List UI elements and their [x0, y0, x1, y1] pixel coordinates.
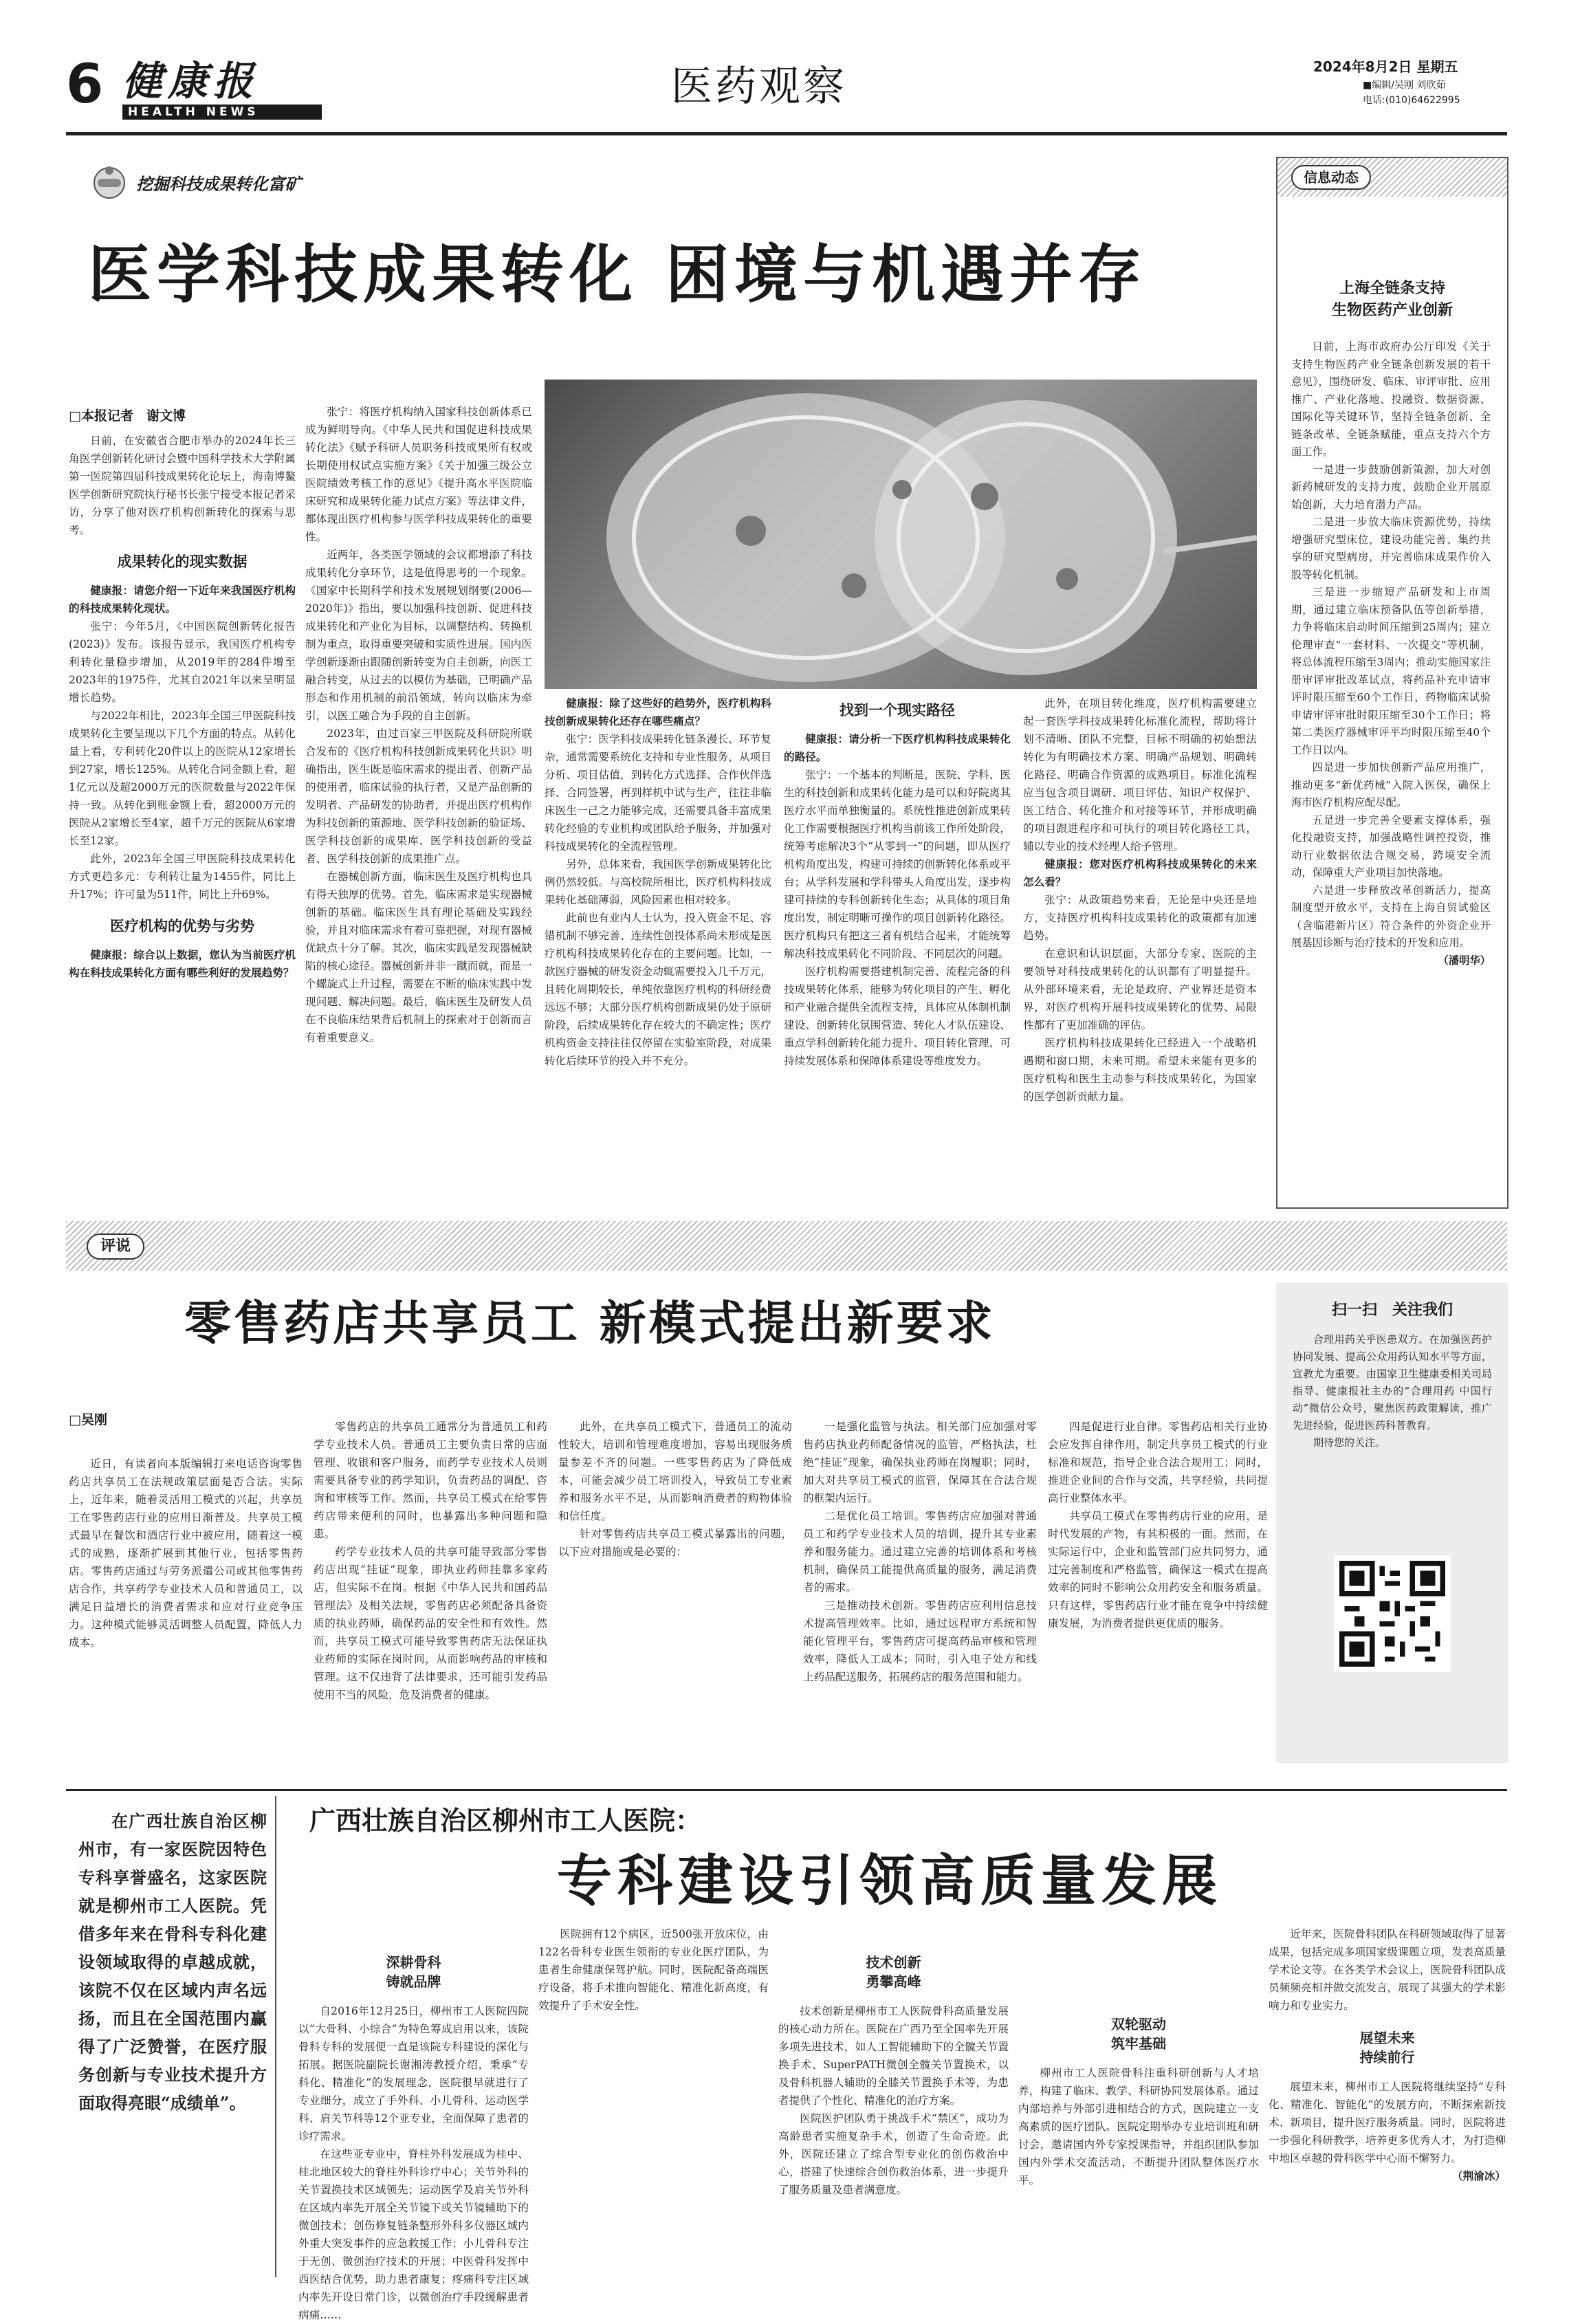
qr-code-icon[interactable]	[1334, 1555, 1451, 1672]
feature-h4: 展望未来，柳州市工人医院将继续坚持“专科化、精准化、智能化”的发展方向，不断探索新技术、新项目，提升医疗服务质量。同时，医院将进一步强化科研教学，培养更多优秀人才，为打造柳中地区卓越的骨科医学中心而不懈努力。	[1269, 2081, 1506, 2164]
feature-intro-box	[66, 1796, 276, 2277]
article1-col3	[545, 694, 771, 1147]
commentary-p5: 针对零售药店共享员工模式暴露出的问题，以下应对措施或是必要的：	[558, 1528, 792, 1558]
scan-paragraph: 合理用药关乎医患双方。在加强医药护协同发展、提高公众用药认知水平等方面，宣教尤为重要。由国家卫生健康委相关司局指导、健康报社主办的“合理用药 中国行动”微信公众号，聚焦医药政策解读，推广先进经验，促进医药科普教育。	[1293, 1333, 1492, 1432]
column-tag-text: 挖掘科技成果转化富矿	[136, 175, 301, 194]
sidebar-p4: 三是进一步缩短产品研发和上市周期，通过建立临床预备队伍等创新举措，力争将临床启动时间压缩到25周内；建立伦理审查“一套材料、一次提交”等机制，将总体流程压缩至3周内；推动实施国家注册审评审批改革试点，将药品补充申请审评时限压缩至60个工作日，药物临床试验申请审评审批时限压缩至30个工作日；将第二类医疗器械审评平均时限压缩至40个工作日以内。	[1291, 586, 1491, 756]
answer-4: 张宁：一个基本的判断是，医院、学科、医生的科技创新和成果转化能力是可以和好院离其医疗水平而单独衡量的。系统性推进创新成果转化工作需要根据医疗机构当前该工作所处阶段，统筹考虑解决3个“从零到一”的问题，即从医疗机构角度出发，构建可持续的创新转化体系或平台；从学科发展和学科带头人角度出发，逐步构建可持续的专科创新转化生态；从具体的项目角度出发，制定明晰可操作的项目创新转化路径。医疗机构只有把这三者有机结合起来，才能统筹解决科技成果转化不同阶段、不同层次的问题。	[784, 769, 1011, 960]
feature-h3: 柳州市工人医院骨科注重科研创新与人才培养，构建了临床、教学、科研协同发展体系。通过内部培养与外部引进相结合的方式，医院建立一支高素质的医疗团队。医院定期举办专业培训班和研讨会，邀请国内外专家授课指导，并组织团队参加国内外学术交流活动，不断提升团队整体医疗水平。	[1018, 2067, 1259, 2186]
phone: 电话:(010)64622995	[1363, 95, 1460, 106]
sidebar-p1: 日前，上海市政府办公厅印发《关于支持生物医药产业全链条创新发展的若干意见》，围绕研发、临床、审评审批、应用推广、产业化落地、投融资、数据资源、国际化等关键环节，坚持全链条创新、全链条改革、全链条赋能，重点支持六个方面工作。	[1291, 340, 1491, 458]
feature-h1c: 医院拥有12个病区，近500张开放床位，由122名骨科专业医生领衔的专业化医疗团队，为患者生命健康保驾护航。同时，医院配备高端医疗设备，将手术推向智能化、精准化新高度，有效提升了手术安全性。	[538, 1928, 769, 2012]
feature-sub2: 技术创新 勇攀高峰	[866, 1954, 921, 1990]
answer-4b: 医疗机构需要搭建机制完善、流程完备的科技成果转化体系，能够为转化项目的产生、孵化和产业融合提供全流程支持，具体应从体制机制建设、创新转化氛围营造、转化人才队伍建设、重点学科创新转化能力提升、项目转化管理、可持续发展体系和保障体系建设等维度发力。	[784, 965, 1011, 1067]
article1-col1	[69, 432, 296, 1147]
feature-col4	[1018, 2015, 1259, 2283]
answer-2c: 2023年，由过百家三甲医院及科研院所联合发布的《医疗机构科技创新成果转化共识》明确指出，医生既是临床需求的提出者、创新产品的使用者，临床试验的执行者，又是产品创新的发明者、产品研发的协助者，并提出医疗机构作为科技创新的策源地、医学科技创新的验证场、医学科技创新的成果库、医学科技创新的受益者、医学科技创新的成果推广点。	[305, 727, 532, 865]
answer-1: 张宁：今年5月，《中国医院创新转化报告(2023)》发布。该报告显示，我国医疗机构专利转化量稳步增加，从2019年的284件增至2023年的1975件，尤其自2021年以来呈明显增长趋势。	[69, 620, 296, 704]
scan-text	[1293, 1331, 1492, 1537]
commentary-col3	[558, 1418, 792, 1763]
commentary-p1: 近日，有读者向本版编辑打来电话咨询零售药店共享员工在法规政策层面是否合法。实际上，近年来，随着灵活用工模式的兴起，共享员工在零售药店行业的应用日渐普及。共享员工模式最早在餐饮和酒店行业中被应用，随着这一模式的成熟，逐渐扩展到其他行业，包括零售药店。零售药店通过与劳务派遣公司或其他零售药店合作，共享药学专业技术人员和普通员工，以满足日益增长的消费者需求和应对行业竞争压力。这种模式能够灵活调整人员配置，降低人力成本。	[69, 1458, 303, 1649]
commentary-col1	[69, 1455, 303, 1763]
commentary-col4	[803, 1418, 1037, 1763]
answer-1c: 此外，2023年全国三甲医院科技成果转化方式更趋多元：专利转让量为1455件，同比上升17%；许可量为511件，同比上升69%。	[69, 853, 296, 901]
article1-col5	[1023, 694, 1257, 1147]
feature-h1: 自2016年12月25日，柳州市工人医院四院以“大骨科、小综合”为特色筹成启用以来，该院骨科专科的发展便一直是该院专科建设的深化与拓展。据医院副院长谢湘涛教授介绍，秉承“专科化、精准化”的发展理念，医院很早就进行了专业细分，成立了手外科、小儿骨科、运动医学科、肩关节科等12个亚专业，全面保障了患者的诊疗需求。	[298, 2005, 529, 2142]
header-rule	[66, 132, 1507, 135]
feature-col1	[298, 1953, 529, 2321]
cell-image	[545, 380, 1257, 689]
answer-3: 张宁：医学科技成果转化链条漫长、环节复杂，通常需要系统化支持和专业性服务，从项目分析、项目估值，到转化方式选择、合作伙伴选择、合同签署，再到样机中试与生产，往往非临床医生一己之力能够完成，还需要具备丰富成果转化经验的专业机构或团队给予服务，并加强对科技成果转化的全流程管理。	[545, 733, 771, 853]
question-5: 健康报：您对医疗机构科技成果转化的未来怎么看？	[1023, 857, 1257, 888]
commentary-band	[66, 1221, 1507, 1271]
sidebar-title: 信息动态	[1291, 165, 1371, 190]
feature-rule	[66, 1789, 1507, 1791]
commentary-col2	[314, 1418, 547, 1763]
answer-3c: 此前也有业内人士认为，投入资金不足、容错机制不够完善、连续性创投体系尚未形成是医疗机构科技成果转化存在的主要问题。比如，一款医疗器械的研发资金动辄需要投入几千万元，且转化周期较长，单纯依靠医疗机构的科研经费远远不够；大部分医疗机构创新成果仍处于原研阶段，后续成果转化存在较大的不确定性；医疗机构资金支持往往仅停留在实验室阶段，对成果转化后续环节的投入并不充分。	[545, 912, 771, 1067]
sidebar-p3: 二是进一步放大临床资源优势，持续增强研究型床位，建设功能完善、集约共享的研究型病房，并完善临床成果作价入股等转化机制。	[1291, 516, 1491, 581]
sidebar-p6: 五是进一步完善全要素支撑体系，强化投融资支持，加强战略性调控投资，推动行业数据依法合规交易，跨境安全流动，保障重大产业项目加快落地。	[1291, 813, 1491, 879]
scan-welcome: 期待您的关注。	[1313, 1436, 1386, 1449]
feature-sub1: 深耕骨科 铸就品牌	[386, 1954, 441, 1990]
article-photo	[545, 380, 1257, 689]
answer-5b: 在意识和认识层面，大部分专家、医院的主要领导对科技成果转化的认识都有了明显提升。从外部环境来看，无论是政府、产业界还是资本界，对医疗机构开展科技成果转化的优势、局限性都有了更加准确的评估。	[1023, 947, 1257, 1031]
masthead	[66, 56, 1507, 125]
question-3: 健康报：除了这些好的趋势外，医疗机构科技创新成果转化还存在哪些痛点？	[545, 697, 771, 727]
answer-2: 张宁：将医疗机构纳入国家科技创新体系已成为鲜明导向。《中华人民共和国促进科技成果转化法》《赋予科研人员职务科技成果所有权或长期使用权试点实施方案》《关于加强三级公立医院绩效考核工作的意见》《提升高水平医院临床研究和成果转化能力试点方案》等法律文件，都体现出医疗机构参与医学科技成果转化的重要性。	[305, 406, 532, 543]
scan-title: 扫一扫 关注我们	[1331, 1302, 1453, 1319]
article1-intro: 日前，在安徽省合肥市举办的2024年长三角医学创新转化研讨会暨中国科学技术大学附属第一医院第四届科技成果转化论坛上，海南博鳌医学创新研究院执行秘书长张宁接受本报记者采访，分享了他对医疗机构创新转化的探索与思考。	[69, 435, 296, 536]
question-4: 健康报：请分析一下医疗机构科技成果转化的路径。	[784, 732, 1011, 763]
commentary-p4: 此外，在共享员工模式下，普通员工的流动性较大，培训和管理难度增加，容易出现服务质量参差不齐的问题。一些零售药店为了降低成本，可能会减少员工培训投入，导致员工专业素养和服务水平不足，从而影响消费者的购物体验和信任度。	[558, 1421, 792, 1522]
sidebar-box	[1276, 157, 1508, 1209]
feature-col5	[1269, 1925, 1506, 2283]
sidebar-credit: （潘明华）	[1438, 954, 1491, 967]
commentary-headline: 零售药店共享员工 新模式提出新要求	[184, 1296, 996, 1351]
commentary-byline: □吴刚	[69, 1412, 107, 1427]
column-tag	[89, 160, 447, 208]
feature-h1b: 在这些亚专业中，脊柱外科发展成为桂中、桂北地区较大的脊柱外科诊疗中心；关节外科的关节置换技术区域领先；运动医学及肩关节外科在区域内率先开展全关节镜下或关节镜辅助下的微创技术；创伤修复链条整形外科多仪器区域内外重大突发事件的应急救援工作；小儿骨科专注于无创、微创治疗技术的开展；中医骨科发挥中西医结合优势，助力患者康复；疼痛科专注区域内率先开设日常门诊，以微创治疗手段缓解患者病痛……	[298, 2148, 529, 2321]
sidebar-body	[1291, 338, 1491, 1191]
sidebar-headline-1: 上海全链条支持	[1339, 280, 1445, 297]
article1-col2	[305, 403, 532, 1147]
commentary-p8: 三是推动技术创新。零售药店应利用信息技术提高管理效率。比如，通过远程审方系统和智能化管理平台，零售药店可提高药品审核和管理效率，降低人工成本；同时，引入电子处方和线上药品配送服务，拓展药店的服务范围和能力。	[803, 1599, 1037, 1683]
commentary-p3: 药学专业技术人员的共享可能导致部分零售药店出现“挂证”现象，即执业药师挂靠多家药店，但实际不在岗。根据《中华人民共和国药品管理法》及相关法规，零售药店必须配备具备资质的执业药师，确保药品的安全性和有效性。然而，共享员工模式可能导致零售药店无法保证执业药师的实际在岗时间，从而影响药品的审核和管理。这不仅违背了法律要求，还可能引发药品使用不当的风险，危及消费者的健康。	[314, 1546, 547, 1701]
article1-col4	[784, 694, 1011, 1147]
feature-h2b: 医院医护团队勇于挑战手术“禁区”，成功为高龄患者实施复杂手术，创造了生命奇迹。此外，医院还建立了综合型专业化的创伤救治中心，搭建了快速综合创伤救治体系，进一步提升了服务质量及患者满意度。	[778, 2112, 1009, 2196]
answer-2b: 近两年，各类医学领域的会议都增添了科技成果转化分享环节，这是值得思考的一个现象。《国家中长期科学和技术发展规划纲要(2006—2020年)》指出，要以加强科技创新、促进科技成果转化和产业化为目标，以调整结构、转换机制为重点，取得重要突破和实质性进展。国内医学创新逐渐由跟随创新转变为自主创新，向医工融合转变，从过去的以模仿为基础，已明确产品形态和作用机制的前沿领域，转向以临床为牵引，以医工融合为手段的自主创新。	[305, 549, 532, 722]
question-1: 健康报：请您介绍一下近年来我国医疗机构的科技成果转化现状。	[69, 584, 296, 615]
sidebar-p2: 一是进一步鼓励创新策源，加大对创新药械研发的支持力度，鼓励企业开展原始创新，大力培育潜力产品。	[1291, 463, 1491, 511]
sidebar-p7: 六是进一步释放改革创新活力，提高制度型开放水平，支持在上海自贸试验区（含临港新片区）符合条件的外资企业开展基因诊断与治疗技术的开发和应用。	[1291, 884, 1491, 949]
feature-sub4: 展望未来 持续前行	[1359, 2030, 1415, 2065]
commentary-p2: 零售药店的共享员工通常分为普通员工和药学专业技术人员。普通员工主要负责日常的店面管理、收银和客户服务，而药学专业技术人员则需要具备专业的药学知识，负责药品的调配、咨询和审核等工作。然而，共享员工模式在给零售药店带来便利的同时，也暴露出多种问题和隐患。	[314, 1421, 547, 1540]
commentary-col5	[1048, 1418, 1268, 1763]
feature-intro	[78, 1807, 267, 2274]
headline-1: 医学科技成果转化 困境与机遇并存	[88, 238, 1148, 311]
answer-1b: 与2022年相比，2023年全国三甲医院科技成果转化主要呈现以下几个方面的特点。从转化量上看，专利转化20件以上的医院从12家增长到27家，增长125%。从转化合同金额上看，超1亿元以及超2000万元的医院数量与2022年保持一致。从转化到账金额上看，超2000万元的医院从2家增长至4家，超千万元的医院从6家增长至12家。	[69, 710, 296, 847]
subhead-1: 成果转化的现实数据	[117, 553, 248, 570]
answer-5c: 医疗机构科技成果转化已经进入一个战略机遇期和窗口期，未来可期。希望未来能有更多的医疗机构和医生主动参与科技成果转化，为国家的医学创新贡献力量。	[1023, 1037, 1257, 1103]
commentary-p10: 共享员工模式在零售药店行业的应用，是时代发展的产物，有其积极的一面。然而，在实际运行中，企业和监管部门应共同努力，通过完善制度和严格监管，确保这一模式在提高效率的同时不影响公众用药安全和服务质量。只有这样，零售药店行业才能在竞争中持续健康发展，为消费者提供更优质的服务。	[1048, 1510, 1268, 1630]
logo-cn: 健康报	[122, 58, 259, 105]
issue-date: 2024年8月2日 星期五	[1313, 58, 1458, 75]
question-2: 健康报：综合以上数据，您认为当前医疗机构在科技成果转化方面有哪些利好的发展趋势？	[69, 948, 296, 979]
feature-sub3: 双轮驱动 筑牢基础	[1111, 2016, 1166, 2052]
answer-4c: 此外，在项目转化维度，医疗机构需要建立起一套医学科技成果转化标准化流程，帮助将计划不清晰、团队不完整，目标不明确的初始想法转化为有明确技术方案、明确产品规划、明确转化路径、明确合作资源的成熟项目。标准化流程应当包含项目调研、项目评估、知识产权保护、医工结合、转化推介和对接等环节，并形成明确的项目跟进程序和可执行的项目转化路径工具，辅以专业的技术经理人给予管理。	[1023, 697, 1257, 853]
sidebar-headline-2: 生物医药产业创新	[1331, 302, 1453, 319]
section-title: 医药观察	[671, 63, 847, 111]
feature-intro-text: 在广西壮族自治区柳州市，有一家医院因特色专科享誉盛名，这家医院就是柳州市工人医院。凭借多年来在骨科专科化建设领域取得的卓越成就，该院不仅在区域内声名远扬，而且在全国范围内赢得了广泛赞誉，在医疗服务创新与专业技术提升方面取得亮眼“成绩单”。	[78, 1811, 267, 2113]
commentary-p6: 一是强化监管与执法。相关部门应加强对零售药店执业药师配备情况的监管，严格执法，杜绝“挂证”现象，确保执业药师在岗履职；同时，加大对共享员工模式的监管，保障其在合法合规的框架内运行。	[803, 1421, 1037, 1504]
feature-credit: （荆渝冰）	[1452, 2169, 1506, 2182]
editors: ■编辑/吴刚 刘欣茹	[1363, 80, 1446, 91]
feature-col3	[778, 1953, 1009, 2283]
scan-box	[1276, 1283, 1508, 1763]
feature-kicker: 广西壮族自治区柳州市工人医院：	[309, 1806, 702, 1836]
feature-col2	[538, 1925, 769, 2283]
sidebar-p5: 四是进一步加快创新产品应用推广，推动更多“新优药械”入院入医保，确保上海市医疗机构应配尽配。	[1291, 761, 1491, 809]
commentary-p9: 四是促进行业自律。零售药店相关行业协会应发挥自律作用，制定共享员工模式的行业标准和规范，指导企业合法合规用工；同时，推进企业间的合作与交流，共享经验，共同提高行业整体水平。	[1048, 1421, 1268, 1504]
feature-h2: 技术创新是柳州市工人医院骨科高质量发展的核心动力所在。医院在广西乃至全国率先开展多项先进技术，如人工智能辅助下的全髋关节置换手术、SuperPATH微创全髋关节置换术，以及骨科机器人辅助的全膝关节置换手术等，为患者提供了个性化、精准化的治疗方案。	[778, 2005, 1009, 2107]
logo-en: HEALTH NEWS	[122, 105, 322, 120]
pill-icon	[89, 162, 129, 202]
byline-1: □本报记者 谢文博	[69, 408, 186, 424]
commentary-p7: 二是优化员工培训。零售药店应加强对普通员工和药学专业技术人员的培训，提升其专业素养和服务能力。通过建立完善的培训体系和考核机制，确保员工能提供高质量的服务，满足消费者的需求。	[803, 1510, 1037, 1594]
feature-h3b: 近年来，医院骨科团队在科研领域取得了显著成果，包括完成多项国家级课题立项，发表高质量学术论文等。在各类学术会议上，医院骨科团队成员频频亮相并做交流发言，展现了其强大的学术影响力和专业实力。	[1269, 1928, 1506, 2012]
page-number: 6	[66, 54, 104, 116]
answer-3b: 另外，总体来看，我国医学创新成果转化比例仍然较低。与高校院所相比，医疗机构科技成果转化基础薄弱，风险因素也相对较多。	[545, 858, 771, 906]
subhead-3: 找到一个现实路径	[840, 702, 955, 719]
answer-2d: 在器械创新方面，临床医生及医疗机构也具有得天独厚的优势。首先，临床需求是实现器械创新的基础。临床医生具有理论基础及实践经验，并且对临床需求有着可靠把握，对现有器械优缺点十分了解。其次，临床实践是发现器械缺陷的核心途径。器械创新并非一蹴而就，而是一个螺旋式上升过程，需要在不断的临床实践中发现问题、解决问题。最后，临床医生及研发人员在不良临床结果背后机制上的探索对于创新而言有着重要意义。	[305, 870, 532, 1044]
answer-5: 张宁：从政策趋势来看，无论是中央还是地方，支持医疗机构科技成果转化的政策都有加速趋势。	[1023, 894, 1257, 942]
feature-headline: 专科建设引领高质量发展	[557, 1849, 1222, 1913]
commentary-tag: 评说	[87, 1234, 144, 1260]
subhead-2: 医疗机构的优势与劣势	[110, 918, 254, 934]
logo	[122, 59, 336, 117]
